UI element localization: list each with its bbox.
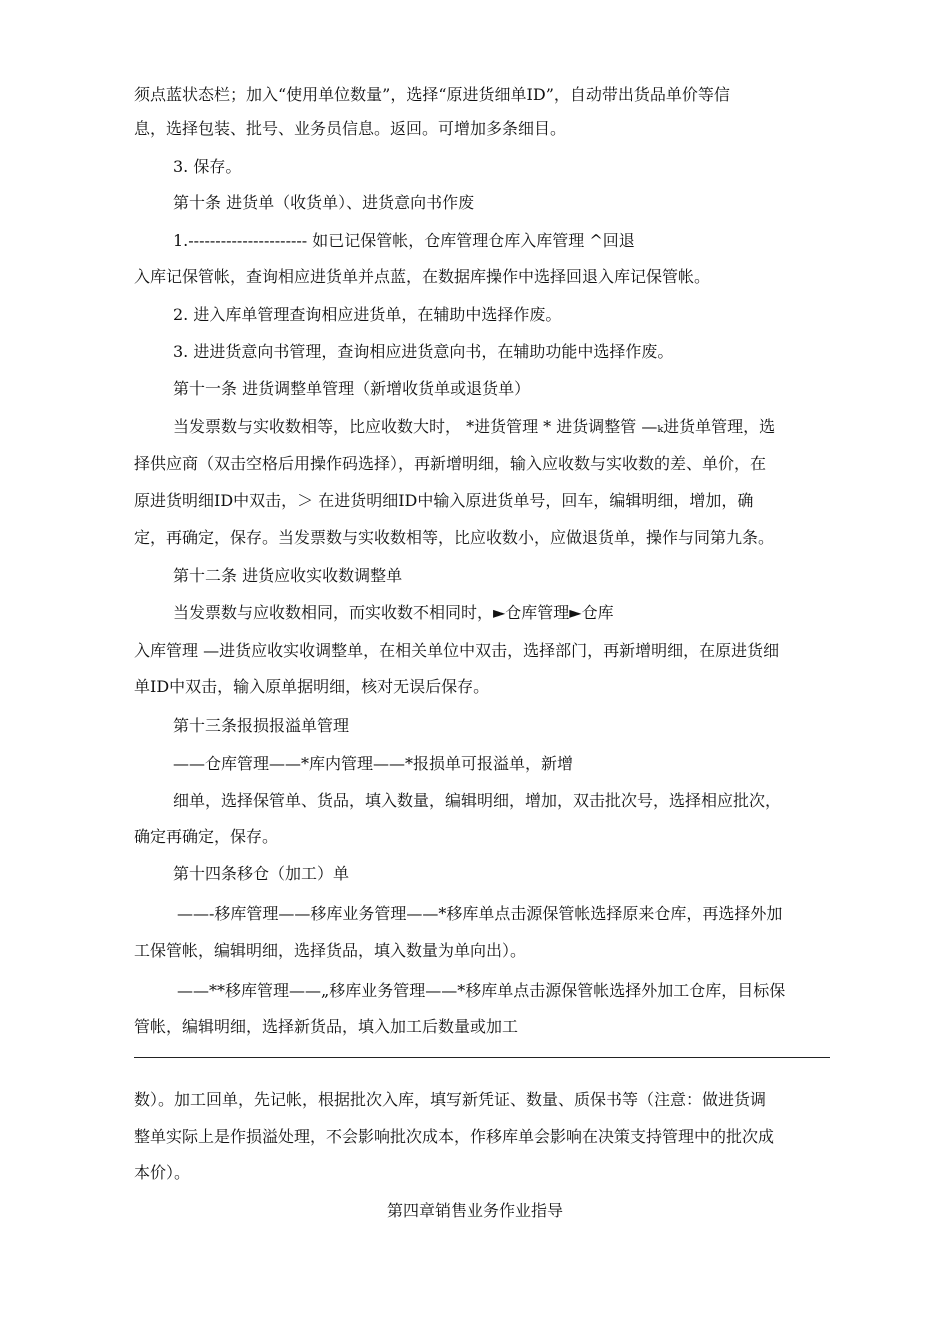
article-heading: 第十二条 进货应收实收数调整单 (173, 566, 403, 585)
list-item: 3. 保存。 (173, 157, 242, 176)
paragraph-line: 整单实际上是作损溢处理，不会影响批次成本，作移库单会影响在决策支持管理中的批次成 (134, 1127, 775, 1146)
paragraph-line: 确定再确定，保存。 (134, 827, 279, 846)
article-heading: 第十一条 进货调整单管理（新增收货单或退货单） (173, 379, 531, 398)
list-item: 1.---------------------- 如已记保管帐，仓库管理仓库入库管理 ^回退 (173, 231, 635, 250)
chapter-heading: 第四章销售业务作业指导 (386, 1201, 563, 1220)
paragraph-line: 原进货明细ID中双击，＞ 在进货明细ID中输入原进货单号，回车，编辑明细，增加，确 (134, 491, 754, 510)
paragraph-line: 息，选择包装、批号、业务员信息。返回。可增加多条细目。 (134, 119, 567, 138)
article-heading: 第十四条移仓（加工）单 (173, 864, 350, 883)
paragraph-line: 入库记保管帐，查询相应进货单并点蓝，在数据库操作中选择回退入库记保管帐。 (134, 267, 711, 286)
paragraph-line: 当发票数与实收数相等，比应收数大时， *进货管理 * 进货调整管 —ₖ进货单管理，选 (173, 417, 776, 436)
paragraph-line: 择供应商（双击空格后用操作码选择），再新增明细，输入应收数与实收数的差、单价，在 (134, 454, 767, 473)
paragraph-line: 入库管理 —进货应收实收调整单，在相关单位中双击，选择部门，再新增明细，在原进货细 (134, 641, 780, 660)
article-heading: 第十三条报损报溢单管理 (173, 716, 350, 735)
paragraph-line: ——**移库管理——„移库业务管理——*移库单点击源保管帐选择外加工仓库，目标保 (177, 981, 786, 1000)
paragraph-line: 管帐，编辑明细，选择新货品，填入加工后数量或加工 (134, 1017, 519, 1036)
paragraph-line: 当发票数与应收数相同，而实收数不相同时，►仓库管理►仓库 (173, 603, 614, 622)
article-heading: 第十条 进货单（收货单）、进货意向书作废 (173, 193, 475, 212)
paragraph-line: 数）。加工回单，先记帐，根据批次入库，填写新凭证、数量、质保书等（注意：做进货调 (134, 1090, 767, 1109)
list-item: 2. 进入库单管理查询相应进货单，在辅助中选择作废。 (173, 305, 562, 324)
paragraph-line: 本价）。 (134, 1163, 191, 1182)
paragraph-line: ——-移库管理——移库业务管理——*移库单点击源保管帐选择原来仓库，再选择外加 (177, 904, 783, 923)
paragraph-line: 细单，选择保管单、货品，填入数量，编辑明细，增加，双击批次号，选择相应批次， (173, 791, 782, 810)
paragraph-line: ——仓库管理——*库内管理——*报损单可报溢单，新增 (173, 754, 574, 773)
paragraph-line: 工保管帐，编辑明细，选择货品，填入数量为单向出）。 (134, 941, 527, 960)
list-item: 3. 进进货意向书管理，查询相应进货意向书，在辅助功能中选择作废。 (173, 342, 674, 361)
page-divider (134, 1057, 830, 1058)
paragraph-line: 定，再确定，保存。当发票数与实收数相等，比应收数小，应做退货单，操作与同第九条。 (134, 528, 775, 547)
paragraph-line: 单ID中双击，输入原单据明细，核对无误后保存。 (134, 677, 490, 696)
paragraph-line: 须点蓝状态栏；加入“使用单位数量”，选择“原进货细单ID”，自动带出货品单价等信 (134, 85, 730, 104)
